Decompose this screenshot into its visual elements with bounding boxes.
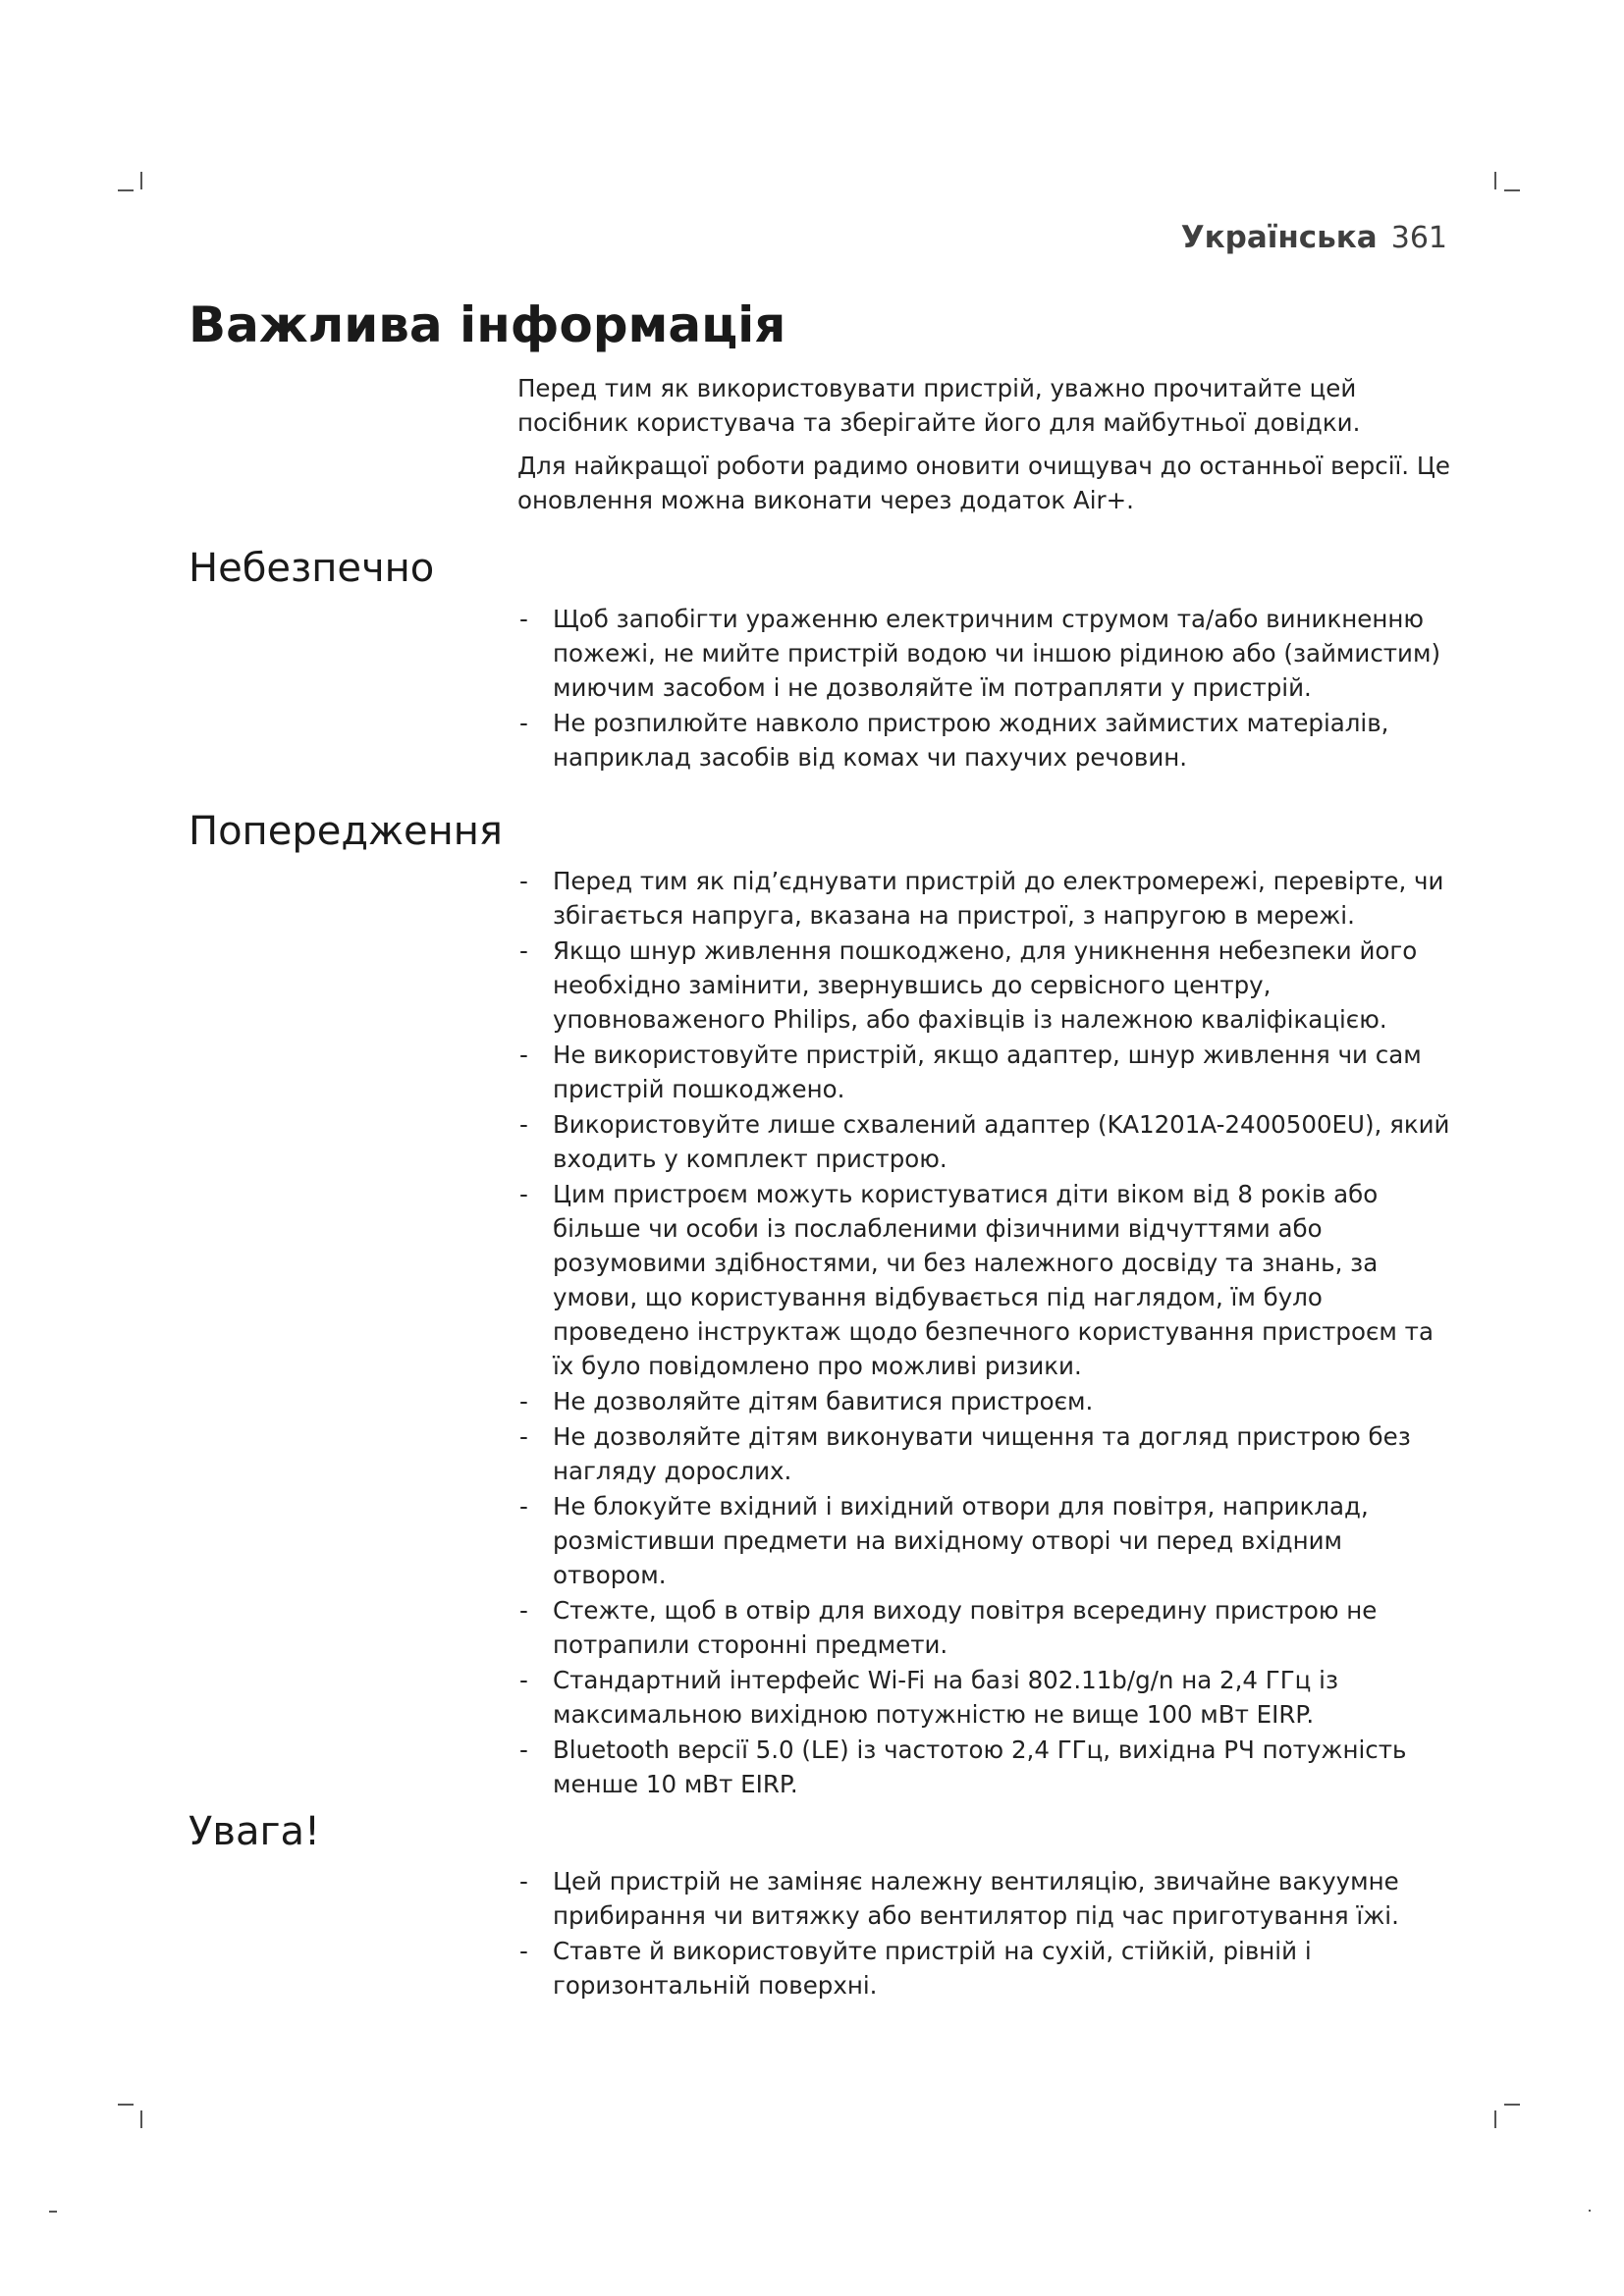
crop-mark xyxy=(140,172,142,189)
list-item xyxy=(517,864,1450,933)
list-item xyxy=(517,1934,1450,2002)
list-item-text: Не використовуйте пристрій, якщо адаптер, шнур живлення чи сам пристрій пошкоджено. xyxy=(553,1041,1422,1103)
page-title: Важлива інформація xyxy=(189,296,786,353)
list-item xyxy=(517,1107,1450,1176)
crop-mark xyxy=(118,2104,134,2106)
list-item xyxy=(517,706,1450,774)
crop-mark xyxy=(118,189,134,191)
list-item-text: Якщо шнур живлення пошкоджено, для уникнення небезпеки його необхідно замінити, звернувшись до сервісного центру, уповноваженого Philips, або фахівців із належною кваліфікацією. xyxy=(553,936,1418,1034)
language-label: Українська xyxy=(1180,220,1378,255)
danger-list xyxy=(517,602,1450,774)
list-item xyxy=(517,1419,1450,1488)
bullet-dash: - xyxy=(519,1180,528,1208)
list-item xyxy=(517,1864,1450,1933)
list-item xyxy=(517,1038,1450,1106)
list-item-text: Використовуйте лише схвалений адаптер (KA1201A-2400500EU), який входить у комплект пристрою. xyxy=(553,1110,1450,1173)
list-item-text: Щоб запобігти ураженню електричним струмом та/або виникненню пожежі, не мийте пристрій водою чи іншою рідиною або (займистим) миючим засобом і не дозволяйте їм потрапляти у пристрій. xyxy=(553,605,1441,702)
list-item xyxy=(517,1384,1450,1418)
page-header xyxy=(1181,220,1447,255)
list-item-text: Стежте, щоб в отвір для виходу повітря всередину пристрою не потрапили сторонні предмети. xyxy=(553,1596,1378,1659)
crop-mark xyxy=(1589,2210,1591,2212)
bullet-dash: - xyxy=(519,1596,528,1625)
caution-list xyxy=(517,1864,1450,2002)
list-item-text: Цим пристроєм можуть користуватися діти віком від 8 років або більше чи особи із послабленими фізичними відчуттями або розумовими здібностями, чи без належного досвіду та знань, за умови, що користування відбувається під наглядом, їм було проведено інструктаж щодо безпечного користування пристроєм та їх було повідомлено про можливі ризики. xyxy=(553,1180,1434,1380)
section-title-caution: Увага! xyxy=(189,1809,321,1854)
bullet-dash: - xyxy=(519,1492,528,1521)
list-item-text: Не дозволяйте дітям бавитися пристроєм. xyxy=(553,1387,1094,1415)
crop-mark xyxy=(1494,2110,1496,2128)
intro-text xyxy=(517,371,1450,526)
list-item-text: Не блокуйте вхідний і вихідний отвори для повітря, наприклад, розмістивши предмети на вихідному отворі чи перед вхідним отвором. xyxy=(553,1492,1369,1589)
crop-mark xyxy=(1494,172,1496,189)
bullet-dash: - xyxy=(519,709,528,737)
list-item-text: Ставте й використовуйте пристрій на сухій, стійкій, рівній і горизонтальній поверхні. xyxy=(553,1937,1312,2000)
list-item-text: Не дозволяйте дітям виконувати чищення та догляд пристрою без нагляду дорослих. xyxy=(553,1422,1411,1485)
caution-list-container xyxy=(517,1864,1450,2003)
crop-mark xyxy=(49,2211,57,2213)
bullet-dash: - xyxy=(519,936,528,965)
page-number: 361 xyxy=(1390,221,1447,255)
crop-mark xyxy=(140,2110,142,2128)
list-item xyxy=(517,1489,1450,1592)
bullet-dash: - xyxy=(519,1735,528,1764)
bullet-dash: - xyxy=(519,1422,528,1451)
bullet-dash: - xyxy=(519,1937,528,1965)
intro-paragraph: Для найкращої роботи радимо оновити очищувач до останньої версії. Це оновлення можна виконати через додаток Air+. xyxy=(517,452,1450,514)
crop-mark xyxy=(1504,2104,1520,2106)
bullet-dash: - xyxy=(519,1110,528,1139)
list-item-text: Цей пристрій не заміняє належну вентиляцію, звичайне вакуумне прибирання чи витяжку або вентилятор під час приготування їжі. xyxy=(553,1867,1399,1930)
section-title-danger: Небезпечно xyxy=(189,546,435,591)
warning-list-container xyxy=(517,864,1450,1802)
list-item xyxy=(517,1663,1450,1732)
bullet-dash: - xyxy=(519,867,528,895)
list-item xyxy=(517,602,1450,705)
bullet-dash: - xyxy=(519,1041,528,1069)
list-item-text: Стандартний інтерфейс Wi-Fi на базі 802.11b/g/n на 2,4 ГГц із максимальною вихідною потужністю не вище 100 мВт EIRP. xyxy=(553,1666,1338,1729)
crop-mark xyxy=(1504,189,1520,191)
section-title-warning: Попередження xyxy=(189,809,503,854)
bullet-dash: - xyxy=(519,1867,528,1896)
list-item xyxy=(517,1733,1450,1801)
list-item-text: Не розпилюйте навколо пристрою жодних займистих матеріалів, наприклад засобів від комах чи пахучих речовин. xyxy=(553,709,1389,772)
intro-paragraph: Перед тим як використовувати пристрій, уважно прочитайте цей посібник користувача та зберігайте його для майбутньої довідки. xyxy=(517,374,1361,437)
bullet-dash: - xyxy=(519,1666,528,1694)
bullet-dash: - xyxy=(519,605,528,633)
list-item xyxy=(517,1593,1450,1662)
list-item-text: Перед тим як під’єднувати пристрій до електромережі, перевірте, чи збігається напруга, вказана на пристрої, з напругою в мережі. xyxy=(553,867,1444,930)
list-item xyxy=(517,934,1450,1037)
bullet-dash: - xyxy=(519,1387,528,1415)
warning-list xyxy=(517,864,1450,1801)
list-item-text: Bluetooth версії 5.0 (LE) із частотою 2,4 ГГц, вихідна РЧ потужність менше 10 мВт EIRP. xyxy=(553,1735,1407,1798)
list-item xyxy=(517,1177,1450,1383)
danger-list-container xyxy=(517,602,1450,775)
